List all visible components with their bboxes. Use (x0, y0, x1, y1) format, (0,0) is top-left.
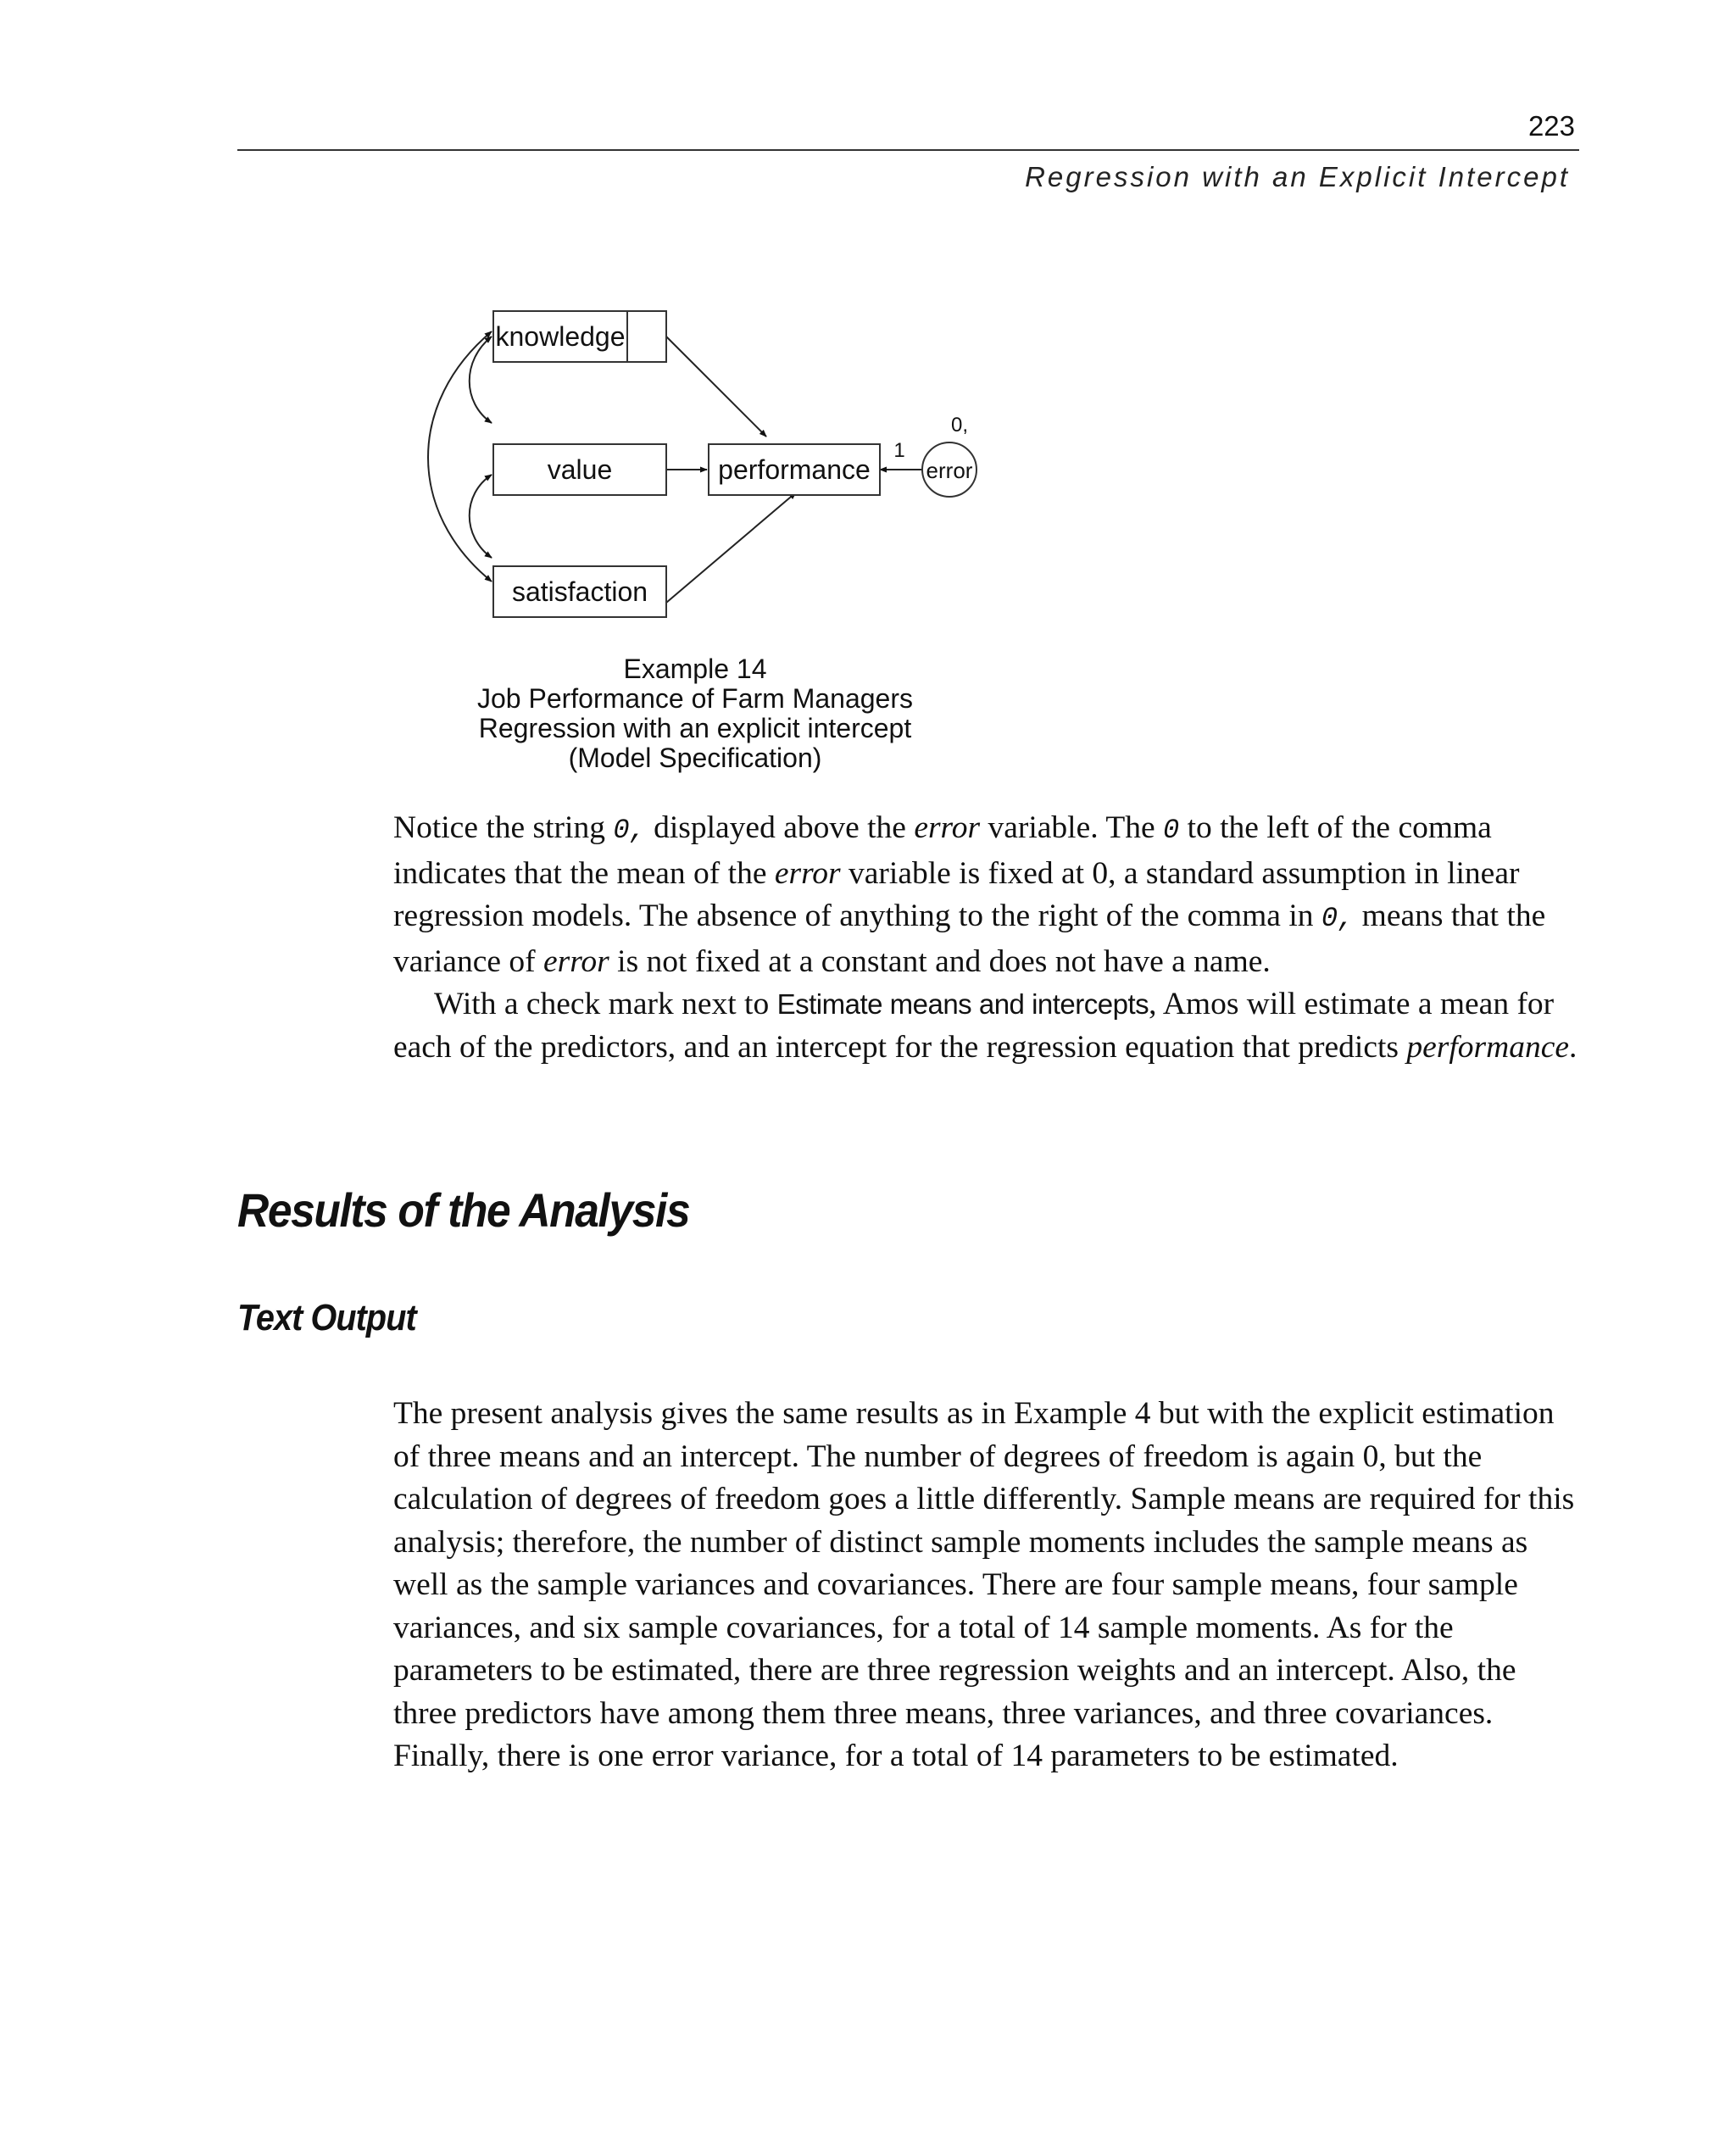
section-title: Results of the Analysis (237, 1183, 690, 1237)
node-performance (709, 444, 880, 495)
paragraph-2: With a check mark next to Estimate means and intercepts, Amos will estimate a mean for each of the predictors, and an intercept for the regression equation that predicts performance. (393, 987, 1577, 1065)
svg-text:value: value (547, 454, 613, 485)
node-satisfaction (493, 566, 666, 617)
node-value (493, 444, 666, 495)
paragraph-3: The present analysis gives the same results as in Example 4 but with the explicit estimation of three means and an intercept. The number of degrees of freedom is again 0, but the calculation of degrees of freedom goes a little differently. Sample means are required for this analysis; therefore, the number of distinct sample moments includes the sample means as well as the sample variances and covariances. There are four sample means, four sample variances, and six sample covariances, for a total of 14 sample moments. As for the parameters to be estimated, there are three regression weights and an intercept. Also, the three predictors have among them three means, three variances, and three covariances. Finally, there is one error variance, for a total of 14 parameters to be estimated. (393, 1396, 1575, 1773)
path-knowledge-performance (666, 337, 766, 437)
path-fixed-weight-label: 1 (893, 439, 905, 462)
menu-option-estimate-means: Estimate means and intercepts (776, 988, 1149, 1020)
path-diagram (398, 301, 1009, 632)
caption-line-3: Regression with an explicit intercept (478, 713, 912, 743)
paragraph-1: Notice the string 0, displayed above the error variable. The 0 to the left of the comma indicates that the mean of the error variable is fixed at 0, a standard assumption in linear regression models. The absence of anything to the right of the comma in 0, means that the variance of error is not fixed at a constant and does not have a name. (393, 810, 1546, 979)
figure-caption (441, 654, 949, 773)
header-rule (237, 149, 1579, 151)
covariance-knowledge-satisfaction (428, 331, 492, 581)
body-text-results (393, 1393, 1580, 1778)
caption-line-2: Job Performance of Farm Managers (477, 683, 913, 714)
body-text-block (393, 807, 1580, 1069)
caption-line-1: Example 14 (623, 654, 767, 684)
node-knowledge (493, 311, 627, 362)
node-error (922, 442, 976, 497)
svg-text:satisfaction: satisfaction (511, 576, 648, 607)
caption-line-4: (Model Specification) (568, 743, 822, 773)
running-head: Regression with an Explicit Intercept (1025, 161, 1570, 192)
svg-text:performance: performance (718, 454, 871, 485)
svg-text:error: error (926, 458, 973, 483)
subsection-title: Text Output (237, 1297, 416, 1338)
error-mean-label: 0, (950, 414, 969, 437)
page-number: 223 (1527, 110, 1575, 142)
covariance-value-satisfaction (470, 475, 492, 558)
path-satisfaction-performance (666, 492, 796, 603)
svg-text:knowledge: knowledge (495, 321, 626, 352)
